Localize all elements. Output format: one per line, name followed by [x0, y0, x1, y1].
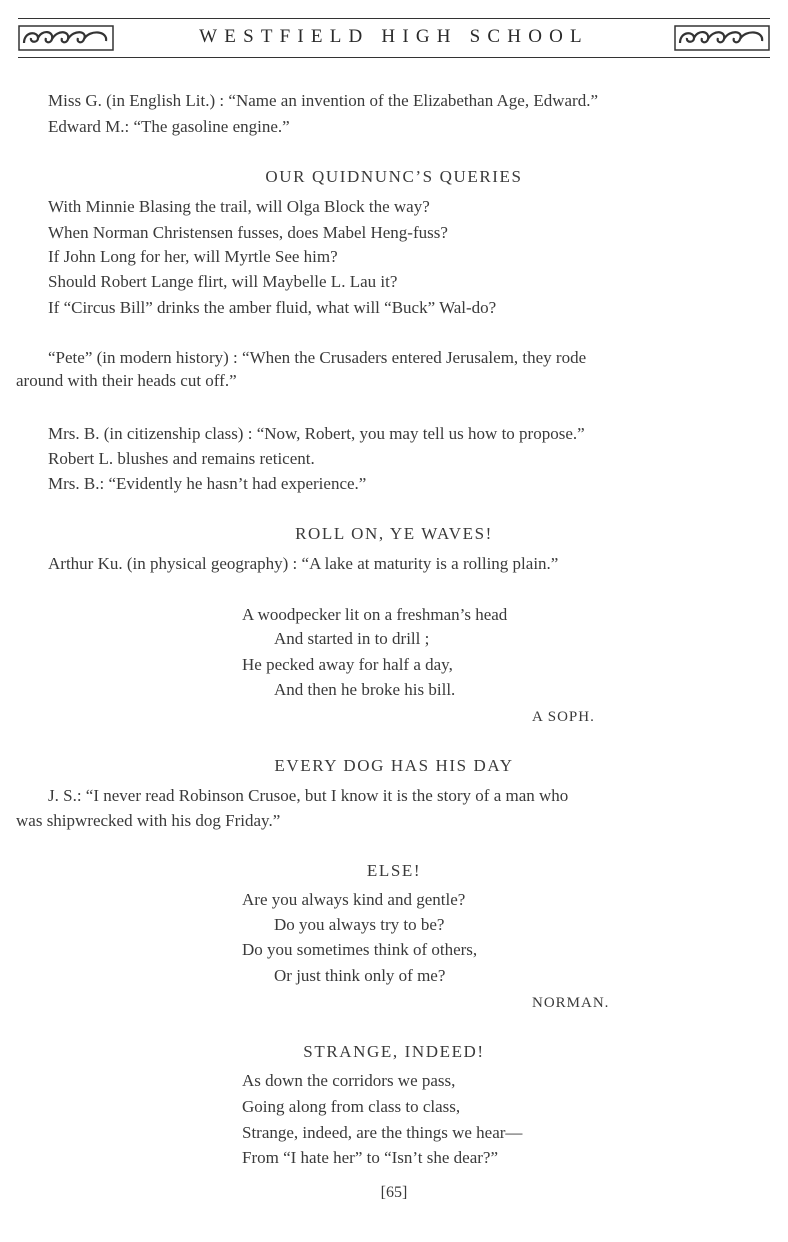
- joke-line: was shipwrecked with his dog Friday.”: [16, 811, 281, 830]
- page-number: [65]: [380, 1184, 408, 1201]
- section-heading: STRANGE, INDEED!: [303, 1042, 485, 1061]
- poem-signature: NORMAN.: [532, 995, 610, 1011]
- section-heading: OUR QUIDNUNC’S QUERIES: [265, 167, 523, 186]
- scroll-ornament-icon: [18, 25, 114, 51]
- section-heading: ROLL ON, YE WAVES!: [295, 524, 493, 543]
- query-line: Should Robert Lange flirt, will Maybelle L. Lau it?: [48, 272, 398, 291]
- section-heading: ELSE!: [366, 861, 422, 880]
- poem-line: And then he broke his bill.: [274, 680, 456, 699]
- poem-line: Strange, indeed, are the things we hear—: [242, 1123, 523, 1142]
- query-line: When Norman Christensen fusses, does Mabel Heng-fuss?: [48, 223, 448, 242]
- header-title: WESTFIELD HIGH SCHOOL: [199, 26, 589, 47]
- scroll-ornament-icon: [674, 25, 770, 51]
- joke-line: Robert L. blushes and remains reticent.: [48, 449, 315, 468]
- poem-line: Are you always kind and gentle?: [242, 890, 466, 909]
- joke-line: around with their heads cut off.”: [16, 371, 237, 390]
- section-heading: EVERY DOG HAS HIS DAY: [274, 756, 514, 775]
- query-line: If “Circus Bill” drinks the amber fluid, what will “Buck” Wal-do?: [48, 298, 497, 317]
- poem-line: Do you always try to be?: [274, 915, 445, 934]
- poem-line: Or just think only of me?: [274, 966, 446, 985]
- joke-line: “Pete” (in modern history) : “When the Crusaders entered Jerusalem, they rode: [48, 348, 587, 367]
- poem-line: Do you sometimes think of others,: [242, 940, 478, 959]
- poem-line: A woodpecker lit on a freshman’s head: [242, 605, 508, 624]
- joke-line: Mrs. B.: “Evidently he hasn’t had experience.”: [48, 474, 367, 493]
- joke-line: Mrs. B. (in citizenship class) : “Now, Robert, you may tell us how to propose.”: [48, 424, 585, 443]
- running-header: [18, 18, 770, 58]
- poem-line: From “I hate her” to “Isn’t she dear?”: [242, 1148, 498, 1167]
- query-line: If John Long for her, will Myrtle See him?: [48, 247, 338, 266]
- poem-line: And started in to drill ;: [274, 629, 430, 648]
- poem-line: He pecked away for half a day,: [242, 655, 453, 674]
- joke-line: Arthur Ku. (in physical geography) : “A lake at maturity is a rolling plain.”: [48, 554, 559, 573]
- joke-line: Edward M.: “The gasoline engine.”: [48, 117, 290, 136]
- poem-signature: A SOPH.: [532, 709, 595, 725]
- joke-line: Miss G. (in English Lit.) : “Name an invention of the Elizabethan Age, Edward.”: [48, 91, 599, 110]
- query-line: With Minnie Blasing the trail, will Olga Block the way?: [48, 197, 430, 216]
- poem-line: Going along from class to class,: [242, 1097, 461, 1116]
- joke-line: J. S.: “I never read Robinson Crusoe, but I know it is the story of a man who: [48, 786, 569, 805]
- poem-line: As down the corridors we pass,: [242, 1071, 456, 1090]
